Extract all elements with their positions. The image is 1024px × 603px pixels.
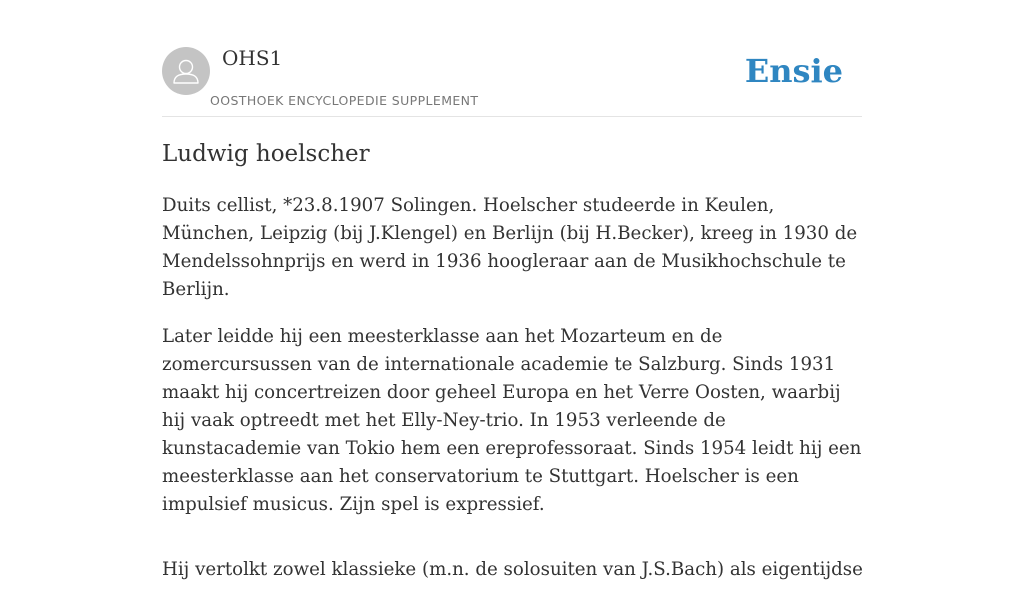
- source-name[interactable]: OOSTHOEK ENCYCLOPEDIE SUPPLEMENT: [210, 93, 479, 108]
- article-body: [162, 192, 864, 603]
- brand-logo[interactable]: Ensie: [744, 52, 843, 90]
- source-code[interactable]: OHS1: [222, 46, 283, 70]
- source-header: [162, 46, 862, 117]
- paragraph: Duits cellist, *23.8.1907 Solingen. Hoelscher studeerde in Keulen, München, Leipzig (bij J.Klengel) en Berlijn (bij H.Becker), kreeg in 1930 de Mendelssohnprijs en werd in 1936 hoogleraar aan de Musikhochschule te Berlijn.: [162, 195, 858, 300]
- page-title: Ludwig hoelscher: [162, 141, 370, 167]
- paragraph: Hij vertolkt zowel klassieke (m.n. de solosuiten van J.S.Bach) als eigentijdse: [162, 559, 863, 580]
- user-icon: [162, 47, 210, 95]
- avatar[interactable]: [162, 47, 210, 95]
- paragraph: Later leidde hij een meesterklasse aan het Mozarteum en de zomercursussen van de internationale academie te Salzburg. Sinds 1931 maakt hij concertreizen door geheel Europa en het Verre Oosten, waarbij hij vaak optreedt met het Elly-Ney-trio. In 1953 verleende de kunstacademie van Tokio hem een ereprofessoraat. Sinds 1954 leidt hij een meesterklasse aan het conservatorium te Stuttgart. Hoelscher is een impulsief musicus. Zijn spel is expressief.: [162, 326, 862, 515]
